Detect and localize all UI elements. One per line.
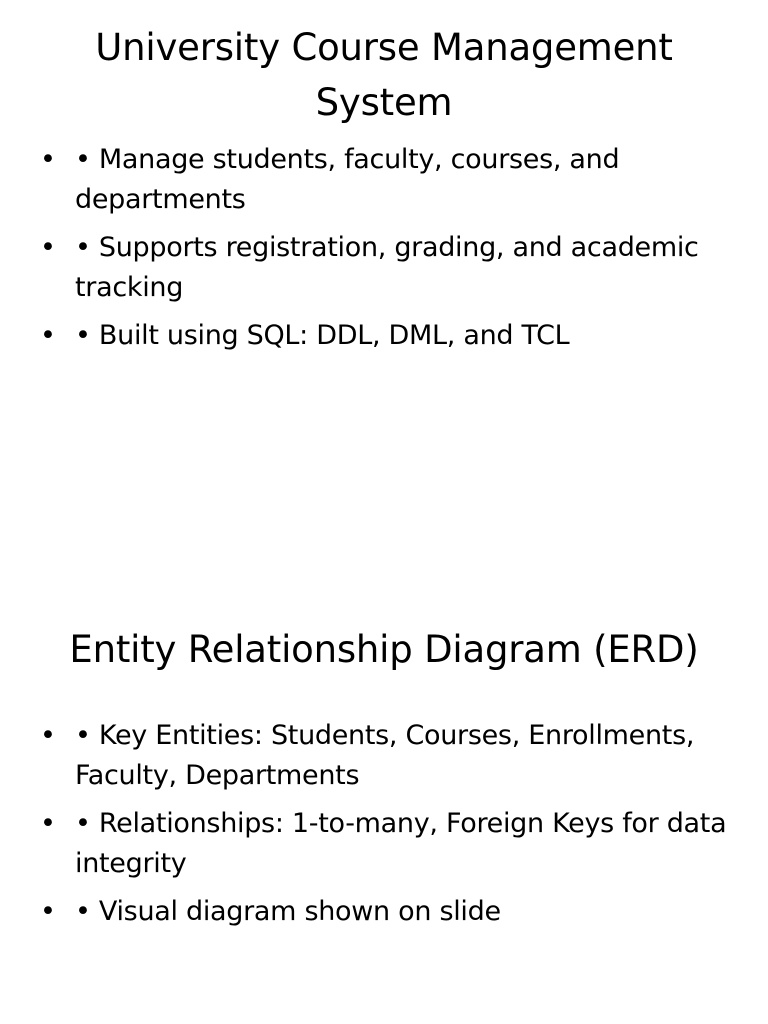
slide-title: University Course Management System	[95, 26, 673, 124]
bullet-icon: •	[40, 232, 56, 263]
bullet-item	[40, 804, 732, 884]
bullet-text: • Built using SQL: DDL, DML, and TCL	[75, 320, 570, 351]
bullet-item	[40, 316, 732, 356]
slide-title: Entity Relationship Diagram (ERD)	[69, 628, 699, 671]
bullet-item	[40, 892, 732, 932]
bullet-list	[40, 140, 732, 364]
bullet-item	[40, 716, 732, 796]
bullet-list	[40, 716, 732, 940]
bullet-icon: •	[40, 808, 56, 839]
bullet-item	[40, 228, 732, 308]
bullet-text: • Manage students, faculty, courses, and departments	[75, 144, 620, 215]
bullet-text: • Key Entities: Students, Courses, Enrollments, Faculty, Departments	[75, 720, 695, 791]
bullet-text: • Relationships: 1-to-many, Foreign Keys for data integrity	[75, 808, 727, 879]
bullet-text: • Visual diagram shown on slide	[75, 896, 501, 927]
slide-erd	[0, 512, 768, 1024]
bullet-text: • Supports registration, grading, and academic tracking	[75, 232, 699, 303]
bullet-item	[40, 140, 732, 220]
bullet-icon: •	[40, 720, 56, 751]
bullet-icon: •	[40, 144, 56, 175]
bullet-icon: •	[40, 896, 56, 927]
bullet-icon: •	[40, 320, 56, 351]
